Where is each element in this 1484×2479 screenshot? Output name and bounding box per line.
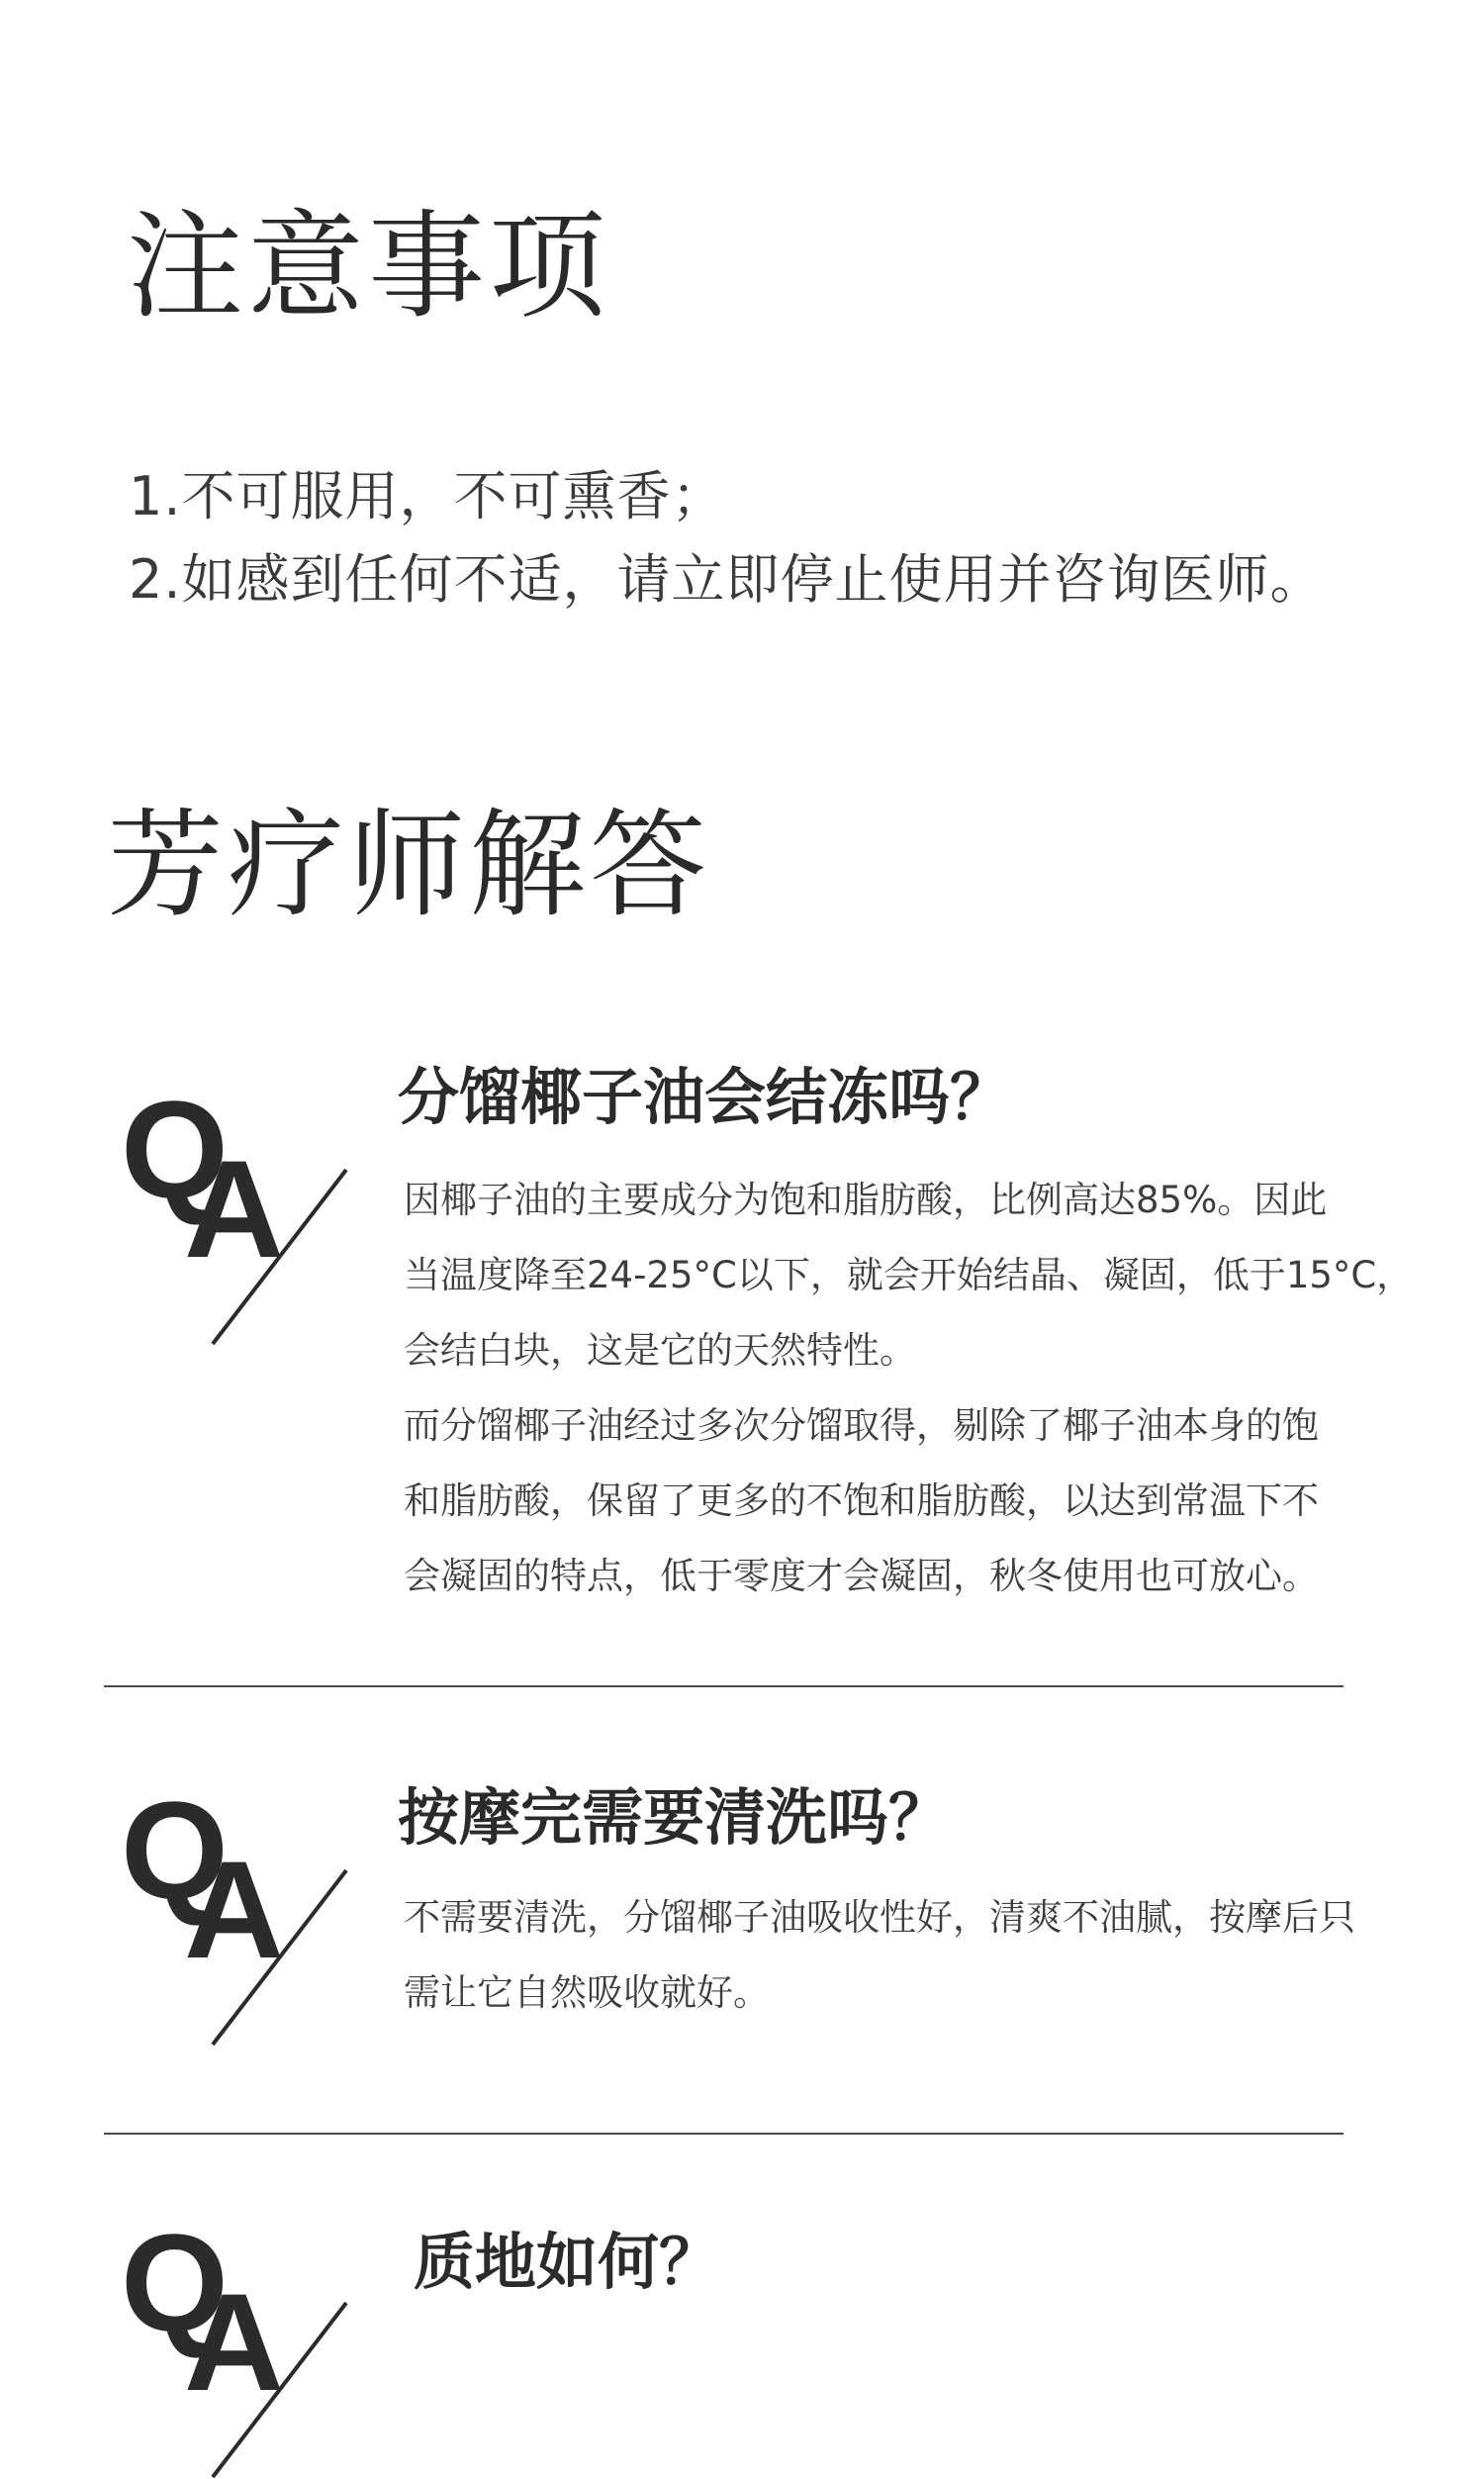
svg-text:Q: Q: [121, 2205, 229, 2360]
svg-text:Q: Q: [121, 1072, 229, 1227]
qa-logo-icon: [119, 1072, 366, 1346]
svg-text:Q: Q: [121, 1772, 229, 1928]
qa-answer: [404, 1163, 1413, 1614]
notice-title: 注意事项: [127, 198, 610, 334]
qa-answer-line: 会结白块，这是它的天然特性。: [404, 1329, 916, 1372]
qa-logo-icon: [119, 1772, 366, 2047]
notice-item: 1.不可服用，不可熏香；: [129, 465, 726, 527]
qa-answer-line: 和脂肪酸，保留了更多的不饱和脂肪酸，以达到常温下不: [404, 1479, 1319, 1522]
svg-text:A: A: [184, 1832, 285, 1987]
qa-question: 分馏椰子油会结冻吗？: [398, 1061, 1012, 1133]
qa-answer-line: 不需要清洗，分馏椰子油吸收性好，清爽不油腻，按摩后只: [404, 1896, 1355, 1939]
qa-question: 质地如何？: [414, 2226, 721, 2298]
qa-answer-line: 因椰子油的主要成分为饱和脂肪酸，比例高达85%。因此: [404, 1179, 1328, 1221]
notice-item: 2.如感到任何不适，请立即停止使用并咨询医师。: [129, 548, 1325, 611]
qa-answer-line: 当温度降至24-25°C以下，就会开始结晶、凝固，低于15°C，: [404, 1254, 1414, 1296]
qa-logo-icon: [119, 2205, 366, 2420]
divider: [104, 2133, 1344, 2135]
svg-text:A: A: [184, 2264, 285, 2420]
qa-answer-line: 而分馏椰子油经过多次分馏取得，剔除了椰子油本身的饱: [404, 1404, 1319, 1447]
qa-section-title: 芳疗师解答: [107, 797, 711, 933]
qa-answer: [404, 1880, 1355, 2031]
notice-list: [129, 455, 1325, 621]
qa-answer-line: 会凝固的特点，低于零度才会凝固，秋冬使用也可放心。: [404, 1555, 1319, 1597]
svg-text:A: A: [184, 1131, 285, 1287]
divider: [104, 1685, 1344, 1687]
qa-question: 按摩完需要清洗吗？: [398, 1781, 951, 1854]
qa-answer-line: 需让它自然吸收就好。: [404, 1971, 770, 2014]
